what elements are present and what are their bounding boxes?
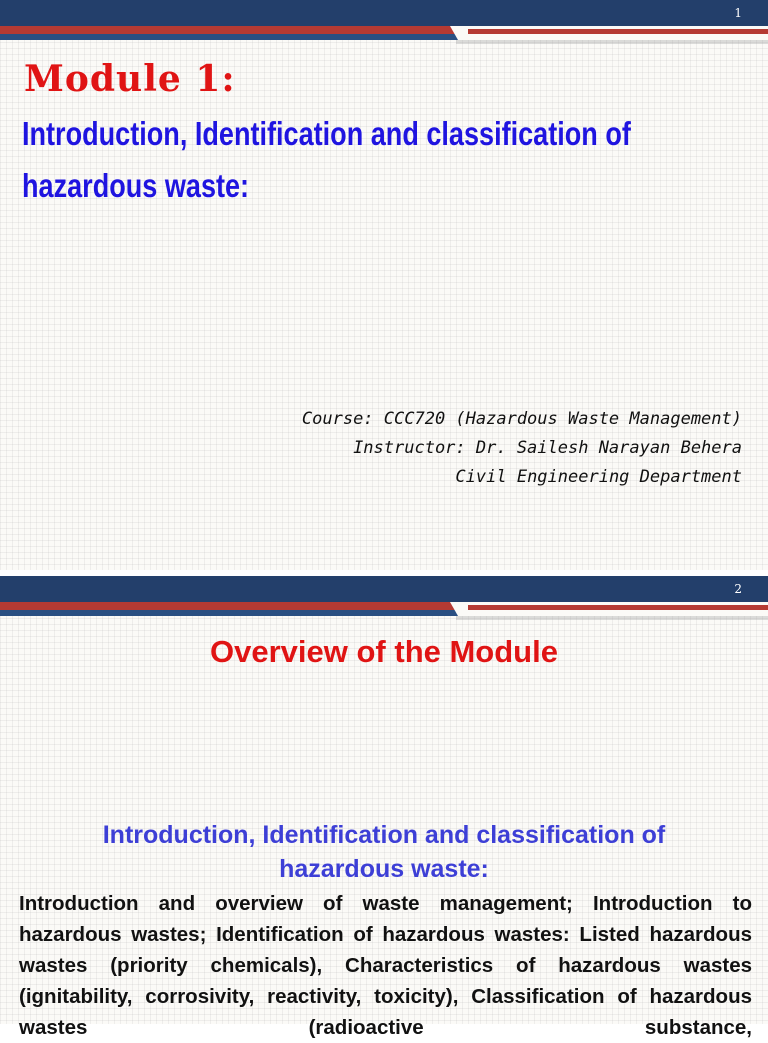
slide-header-band: [0, 0, 768, 48]
course-info: [302, 405, 742, 492]
slide-number: 2: [734, 582, 742, 596]
slide-header-band: [0, 576, 768, 624]
section-body: Introduction and overview of waste management; Introduction to hazardous wastes; Identification of hazardous wastes: Listed hazardous wastes (priority chemicals), Characteristics of hazardous wastes (ignitability, corrosivity, reactivity, toxicity), Classification of hazardous wastes (radioactive substance,: [19, 892, 752, 1039]
slide-2: [0, 576, 768, 1039]
department-line: Civil Engineering Department: [455, 467, 742, 487]
module-subtitle: Introduction, Identification and classification of hazardous waste:: [22, 115, 631, 204]
instructor-line: Instructor: Dr. Sailesh Narayan Behera: [353, 438, 742, 458]
overview-title: Overview of the Module: [210, 634, 558, 669]
module-title: Module 1:: [24, 58, 236, 100]
section-heading: Introduction, Identification and classification of hazardous waste:: [102, 821, 666, 883]
course-line: Course: CCC720 (Hazardous Waste Management): [301, 409, 742, 429]
slide-number: 1: [734, 6, 742, 20]
